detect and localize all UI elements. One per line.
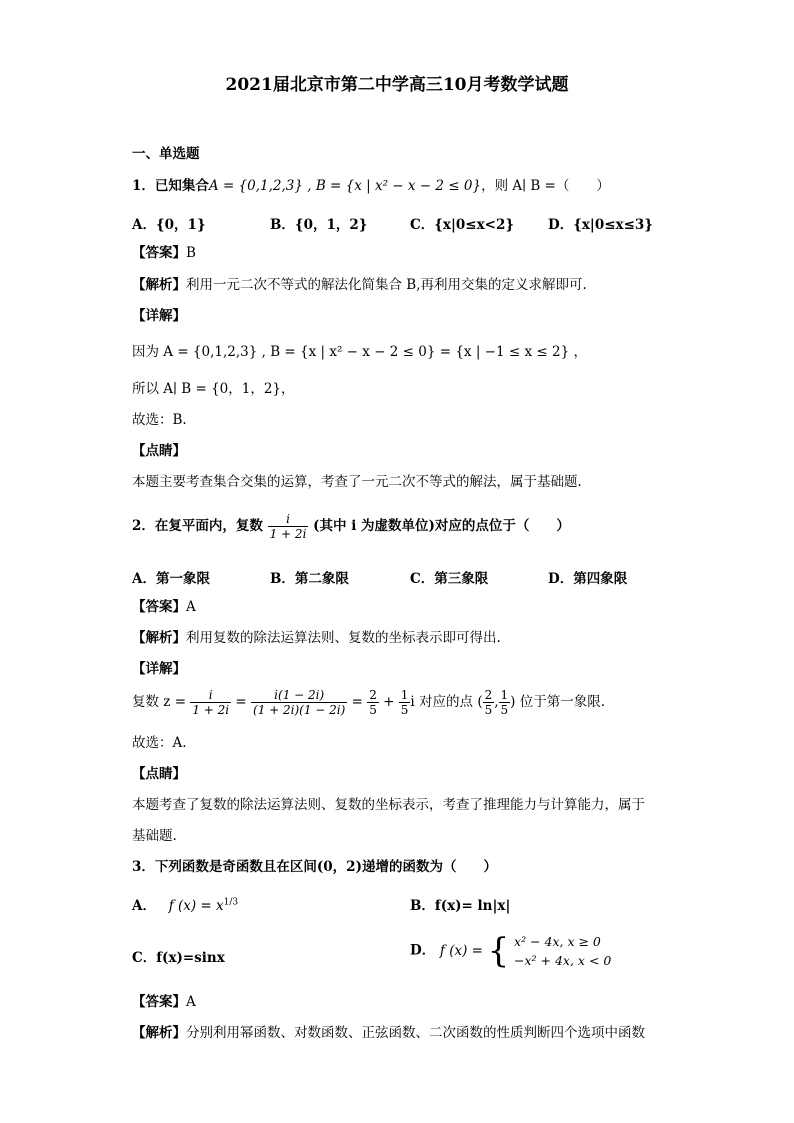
q3-option-d: D． f (x) = { x² − 4x, x ≥ 0 −x² + 4x, x < 0 [410,931,612,971]
q2-analysis: 【解析】利用复数的除法运算法则、复数的坐标表示即可得出. [132,630,501,646]
q1-option-d: D．{x|0≤x≤3} [548,217,653,233]
formula-fraction-3: $\frac{2}{5}$ [369,688,377,717]
q1-stem: 1．已知集合A = {0,1,2,3} , B = {x | x² − x − 2 ≤ 0}，则 A∣ B =（ ） [132,178,610,194]
piecewise-brace: { [487,931,510,971]
q1-option-a: A．{0，1} [132,217,206,233]
page-title: 2021届北京市第二中学高三10月考数学试题 [225,75,569,95]
q1-detail-heading: 【详解】 [132,308,186,324]
q1-option-b: B．{0，1，2} [270,217,368,233]
q2-answer: 【答案】A [132,599,196,615]
q2-stem-fraction: $\frac{i}{1 + 2i}$ [269,512,307,541]
q1-detail-line-2: 所以 A∣ B = {0，1，2}， [132,381,295,397]
q3-option-a: A． f $(x) = x^{1/3}$ [132,897,239,914]
q2-detail-formula: 复数 z = $\frac{i}{1 + 2i}$ = $\frac{i(1 - 2i)}{(1 + 2i)(1 - 2i)}$ = $\frac{2}{5}$ + $\frac{1}{5}$ i 对应的点 ( $\frac{2}{5}$ , $\frac{1}{5}$ ) 位于第一象限. [132,688,606,717]
point-fraction-y: $\frac{1}{5}$ [500,688,509,717]
q2-detail-line-2: 故选：A. [132,735,187,751]
q1-option-c: C．{x|0≤x<2} [410,217,515,233]
q2-comment-line-2: 基础题. [132,828,177,844]
point-fraction-x: $\frac{2}{5}$ [484,688,493,717]
q3-option-b: B．f(x)= ln|x| [410,898,511,914]
q2-option-c: C．第三象限 [410,571,489,587]
q2-option-d: D．第四象限 [548,571,628,587]
q2-comment-heading: 【点睛】 [132,766,186,782]
q3-stem: 3．下列函数是奇函数且在区间(0，2)递增的函数为（ ） [132,859,497,875]
q1-detail-line-3: 故选：B. [132,412,187,428]
q2-detail-heading: 【详解】 [132,661,186,677]
q1-comment: 本题主要考查集合交集的运算，考查了一元二次不等式的解法，属于基础题. [132,474,582,490]
formula-fraction-2: $\frac{i(1 - 2i)}{(1 + 2i)(1 - 2i)}$ [253,688,346,717]
q1-analysis: 【解析】利用一元二次不等式的解法化简集合 B,再利用交集的定义求解即可. [132,277,587,293]
q2-option-b: B．第二象限 [270,571,349,587]
formula-fraction-1: $\frac{i}{1 + 2i}$ [192,688,230,717]
q2-comment-line-1: 本题考查了复数的除法运算法则、复数的坐标表示，考查了推理能力与计算能力，属于 [132,797,645,813]
q3-option-c: C．f(x)=sinx [132,950,225,966]
q3-analysis: 【解析】分别利用幂函数、对数函数、正弦函数、二次函数的性质判断四个选项中函数 [132,1025,645,1041]
q1-comment-heading: 【点睛】 [132,443,186,459]
piecewise-cases: x² − 4x, x ≥ 0 −x² + 4x, x < 0 [514,934,612,968]
section-heading: 一、单选题 [132,146,200,162]
q3-answer: 【答案】A [132,994,196,1010]
q2-stem: 2．在复平面内，复数 $\frac{i}{1 + 2i}$ (其中 i 为虚数单位)对应的点位于（ ） [132,512,570,541]
formula-fraction-4: $\frac{1}{5}$ [400,688,409,717]
q2-option-a: A．第一象限 [132,571,210,587]
q1-answer: 【答案】B [132,245,196,261]
q1-detail-line-1: 因为 A = {0,1,2,3} , B = {x | x² − x − 2 ≤ 0} = {x | −1 ≤ x ≤ 2} ， [132,344,587,360]
